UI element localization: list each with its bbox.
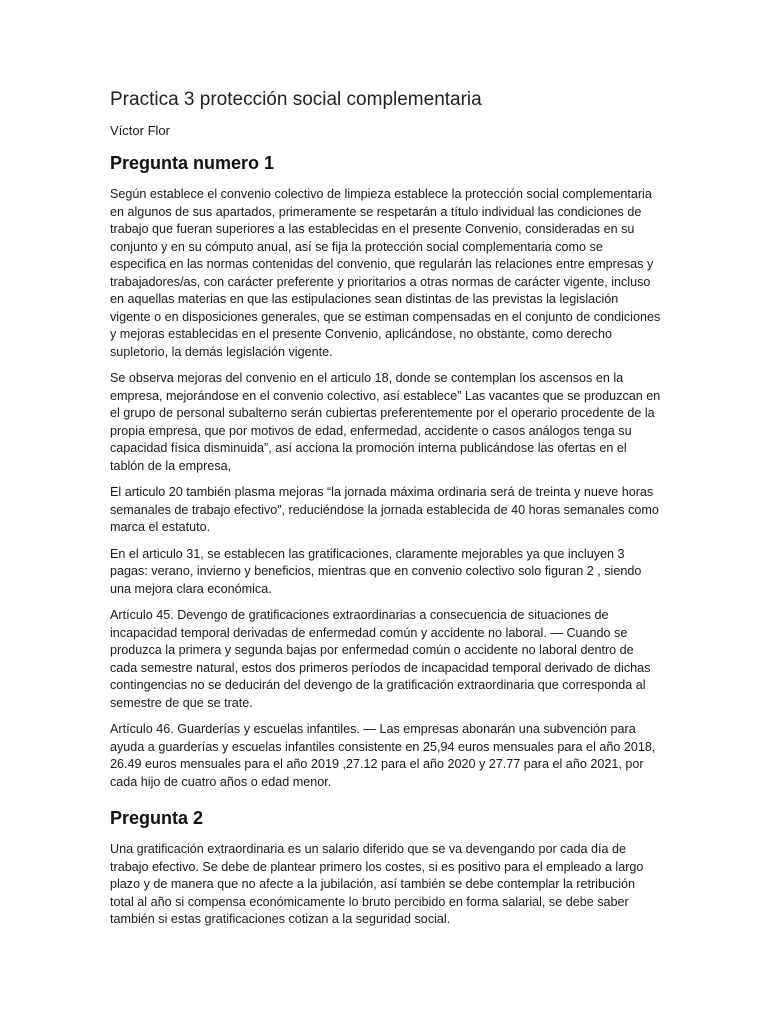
paragraph: Artículo 46. Guarderías y escuelas infantiles. — Las empresas abonarán una subvención para ayuda a guarderías y escuelas infantiles consistente en 25,94 euros mensuales para el año 2018, 26.49 euros mensuales para el año 2019 ,27.12 para el año 2020 y 27.77 para el año 2021, por cada hijo de cuatro años o edad menor. [110, 722, 656, 789]
paragraph: Una gratificación extraordinaria es un salario diferido que se va devengando por cada día de trabajo efectivo. Se debe de plantear primero los costes, si es positivo para el empleado a largo plazo y de manera que no afecte a la jubilación, así también se debe contemplar la retribución total al año si compensa económicamente lo bruto percibido en forma salarial, se debe saber también si estas gratificaciones cotizan a la seguridad social. [110, 842, 644, 926]
document-title: Practica 3 protección social complementaria [110, 89, 482, 110]
paragraph: En el articulo 31, se establecen las gratificaciones, claramente mejorables ya que incluyen 3 pagas: verano, invierno y beneficios, mientras que en convenio colectivo solo figuran 2 , siendo una mejora clara económica. [110, 546, 642, 596]
paragraph: Según establece el convenio colectivo de limpieza establece la protección social complementaria en algunos de sus apartados, primeramente se respetarán a título individual las condiciones de trabajo que fueran superiores a las establecidas en el presente Convenio, consideradas en su conjunto y en su cómputo anual, así se fija la protección social complementaria como se especifica en las normas contenidas del convenio, que regularán las relaciones entre empresas y trabajadores/as, con carácter preferente y prioritarios a otras normas de carácter vigente, incluso en aquellas materias en que las estipulaciones sean distintas de las previstas la legislación vigente o en disposiciones generales, que se estiman compensadas en el conjunto de condiciones y mejoras establecidas en el presente Convenio, aplicándose, no obstante, como derecho supletorio, la demás legislación vigente. [110, 187, 661, 359]
author-name: Víctor Flor [110, 123, 170, 138]
paragraph: El articulo 20 también plasma mejoras “la jornada máxima ordinaria será de treinta y nueve horas semanales de trabajo efectivo”, reduciéndose la jornada establecida de 40 horas semanales como marca el estatuto. [110, 485, 659, 534]
paragraph: Artículo 45. Devengo de gratificaciones extraordinarias a consecuencia de situaciones de incapacidad temporal derivadas de enfermedad común y accidente no laboral. — Cuando se produzca la primera y segunda bajas por enfermedad común o accidente no laboral dentro de cada semestre natural, estos dos primeros períodos de incapacidad temporal derivado de dichas contingencias no se deducirán del devengo de la gratificación extraordinaria que corresponda al semestre de que se trate. [110, 608, 651, 710]
document-page [110, 86, 662, 929]
section-heading-pregunta-2: Pregunta 2 [110, 808, 204, 828]
section-heading-pregunta-1: Pregunta numero 1 [110, 153, 275, 173]
paragraph: Se observa mejoras del convenio en el articulo 18, donde se contemplan los ascensos en la empresa, mejorándose en el convenio colectivo, así establece” Las vacantes que se produzcan en el grupo de personal subalterno serán cubiertas preferentemente por el operario procedente de la propia empresa, que por motivos de edad, enfermedad, accidente o casos análogos tenga su capacidad física disminuida”, así acciona la promoción interna publicándose las ofertas en el tablón de la empresa, [110, 371, 661, 473]
